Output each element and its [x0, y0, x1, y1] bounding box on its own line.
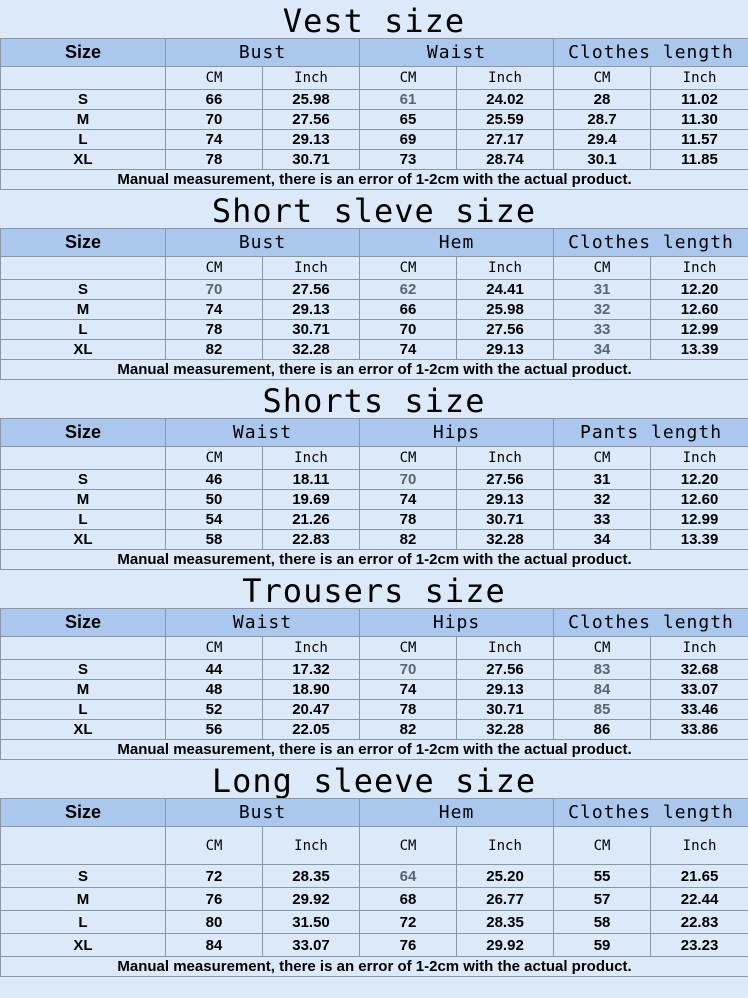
unit-row	[1, 257, 748, 280]
measurement-value: 78	[166, 320, 263, 340]
measurement-value: 74	[360, 490, 457, 510]
unit-label: CM	[166, 637, 263, 660]
measurement-value: 78	[360, 700, 457, 720]
measurement-value: 33.86	[651, 720, 748, 740]
measurement-value: 17.32	[263, 660, 360, 680]
long-sleeve-size-table	[0, 798, 748, 977]
trousers-size-section	[0, 570, 748, 760]
unit-row-spacer	[1, 637, 166, 660]
size-label: M	[1, 680, 166, 700]
measurement-value: 30.71	[457, 700, 554, 720]
table-row	[1, 320, 748, 340]
measurement-value: 32.68	[651, 660, 748, 680]
measurement-note: Manual measurement, there is an error of 1-2cm with the actual product.	[1, 170, 748, 190]
unit-label: CM	[166, 67, 263, 90]
table-row	[1, 934, 748, 957]
measurement-value: 83	[554, 660, 651, 680]
measurement-value: 74	[166, 130, 263, 150]
unit-label: CM	[554, 447, 651, 470]
measurement-value: 27.56	[457, 470, 554, 490]
section-title: Short sleve size	[0, 190, 748, 228]
size-column-header: Size	[1, 799, 166, 827]
measurement-value: 56	[166, 720, 263, 740]
measurement-value: 25.98	[457, 300, 554, 320]
measurement-value: 29.13	[263, 300, 360, 320]
measurement-value: 11.57	[651, 130, 748, 150]
unit-row-spacer	[1, 257, 166, 280]
table-row	[1, 150, 748, 170]
measurement-value: 25.59	[457, 110, 554, 130]
measurement-value: 70	[360, 470, 457, 490]
measurement-value: 28	[554, 90, 651, 110]
measurement-value: 32.28	[457, 530, 554, 550]
unit-label: Inch	[651, 637, 748, 660]
unit-label: Inch	[263, 67, 360, 90]
measurement-value: 22.83	[651, 911, 748, 934]
unit-row-spacer	[1, 447, 166, 470]
size-label: L	[1, 510, 166, 530]
measurement-value: 82	[360, 720, 457, 740]
measurement-value: 84	[166, 934, 263, 957]
measurement-note: Manual measurement, there is an error of 1-2cm with the actual product.	[1, 740, 748, 760]
measurement-value: 22.44	[651, 888, 748, 911]
table-row	[1, 280, 748, 300]
measurement-value: 30.71	[457, 510, 554, 530]
size-label: M	[1, 300, 166, 320]
measurement-value: 28.7	[554, 110, 651, 130]
measurement-value: 23.23	[651, 934, 748, 957]
unit-label: Inch	[651, 67, 748, 90]
table-row	[1, 470, 748, 490]
measurement-value: 25.98	[263, 90, 360, 110]
measurement-group-header: Clothes length	[554, 39, 748, 67]
measurement-note: Manual measurement, there is an error of 1-2cm with the actual product.	[1, 360, 748, 380]
measurement-value: 24.41	[457, 280, 554, 300]
measurement-value: 28.35	[457, 911, 554, 934]
measurement-group-header: Waist	[166, 609, 360, 637]
measurement-group-header: Waist	[166, 419, 360, 447]
measurement-group-header: Clothes length	[554, 609, 748, 637]
measurement-value: 24.02	[457, 90, 554, 110]
measurement-value: 12.99	[651, 320, 748, 340]
unit-label: CM	[360, 447, 457, 470]
unit-label: CM	[554, 827, 651, 865]
measurement-value: 12.60	[651, 300, 748, 320]
unit-label: CM	[166, 447, 263, 470]
measurement-value: 61	[360, 90, 457, 110]
measurement-value: 25.20	[457, 865, 554, 888]
measurement-group-header: Clothes length	[554, 229, 748, 257]
table-row	[1, 720, 748, 740]
table-row	[1, 90, 748, 110]
size-label: XL	[1, 934, 166, 957]
measurement-value: 73	[360, 150, 457, 170]
measurement-value: 33	[554, 510, 651, 530]
measurement-value: 52	[166, 700, 263, 720]
vest-size-table	[0, 38, 748, 190]
size-label: L	[1, 130, 166, 150]
measurement-value: 48	[166, 680, 263, 700]
measurement-value: 76	[166, 888, 263, 911]
table-row	[1, 530, 748, 550]
trousers-size-table	[0, 608, 748, 760]
short-sleve-size-section	[0, 190, 748, 380]
table-row	[1, 510, 748, 530]
size-label: L	[1, 911, 166, 934]
measurement-value: 12.20	[651, 470, 748, 490]
measurement-value: 27.56	[457, 660, 554, 680]
measurement-value: 78	[360, 510, 457, 530]
table-row	[1, 490, 748, 510]
measurement-value: 33	[554, 320, 651, 340]
size-label: S	[1, 470, 166, 490]
measurement-value: 76	[360, 934, 457, 957]
measurement-value: 84	[554, 680, 651, 700]
measurement-group-header: Bust	[166, 799, 360, 827]
measurement-value: 34	[554, 340, 651, 360]
measurement-group-header: Pants length	[554, 419, 748, 447]
measurement-value: 12.20	[651, 280, 748, 300]
measurement-group-header: Clothes length	[554, 799, 748, 827]
measurement-value: 26.77	[457, 888, 554, 911]
size-label: L	[1, 700, 166, 720]
measurement-value: 21.65	[651, 865, 748, 888]
table-row	[1, 340, 748, 360]
table-row	[1, 700, 748, 720]
unit-label: Inch	[651, 827, 748, 865]
measurement-value: 29.13	[263, 130, 360, 150]
unit-label: Inch	[457, 67, 554, 90]
size-column-header: Size	[1, 229, 166, 257]
unit-row-spacer	[1, 827, 166, 865]
unit-label: Inch	[263, 637, 360, 660]
measurement-value: 27.56	[263, 280, 360, 300]
measurement-value: 18.90	[263, 680, 360, 700]
table-row	[1, 911, 748, 934]
measurement-note: Manual measurement, there is an error of 1-2cm with the actual product.	[1, 550, 748, 570]
measurement-group-header: Bust	[166, 229, 360, 257]
measurement-value: 12.99	[651, 510, 748, 530]
measurement-value: 29.92	[457, 934, 554, 957]
unit-row	[1, 67, 748, 90]
size-label: S	[1, 90, 166, 110]
measurement-value: 18.11	[263, 470, 360, 490]
table-row	[1, 888, 748, 911]
unit-label: CM	[360, 637, 457, 660]
measurement-value: 32	[554, 300, 651, 320]
unit-label: Inch	[651, 257, 748, 280]
size-label: S	[1, 660, 166, 680]
header-row	[1, 609, 748, 637]
table-row	[1, 680, 748, 700]
measurement-value: 11.02	[651, 90, 748, 110]
size-label: M	[1, 490, 166, 510]
size-label: XL	[1, 530, 166, 550]
measurement-value: 64	[360, 865, 457, 888]
measurement-value: 82	[166, 340, 263, 360]
unit-label: CM	[166, 827, 263, 865]
measurement-value: 46	[166, 470, 263, 490]
note-row	[1, 360, 748, 380]
unit-row-spacer	[1, 67, 166, 90]
measurement-value: 29.4	[554, 130, 651, 150]
unit-label: Inch	[457, 637, 554, 660]
measurement-value: 21.26	[263, 510, 360, 530]
table-row	[1, 865, 748, 888]
measurement-value: 28.74	[457, 150, 554, 170]
measurement-value: 66	[166, 90, 263, 110]
measurement-value: 12.60	[651, 490, 748, 510]
shorts-size-section	[0, 380, 748, 570]
measurement-group-header: Bust	[166, 39, 360, 67]
measurement-value: 55	[554, 865, 651, 888]
unit-label: Inch	[457, 447, 554, 470]
measurement-value: 59	[554, 934, 651, 957]
section-title: Vest size	[0, 0, 748, 38]
table-row	[1, 130, 748, 150]
unit-row	[1, 447, 748, 470]
unit-label: Inch	[263, 827, 360, 865]
measurement-value: 74	[360, 680, 457, 700]
measurement-value: 30.71	[263, 320, 360, 340]
size-column-header: Size	[1, 419, 166, 447]
measurement-value: 70	[360, 660, 457, 680]
measurement-value: 31	[554, 470, 651, 490]
unit-label: CM	[360, 67, 457, 90]
measurement-value: 31.50	[263, 911, 360, 934]
unit-label: Inch	[263, 257, 360, 280]
measurement-value: 31	[554, 280, 651, 300]
measurement-value: 27.17	[457, 130, 554, 150]
measurement-value: 29.13	[457, 490, 554, 510]
unit-label: CM	[554, 257, 651, 280]
measurement-value: 62	[360, 280, 457, 300]
size-column-header: Size	[1, 39, 166, 67]
measurement-group-header: Waist	[360, 39, 554, 67]
size-label: L	[1, 320, 166, 340]
measurement-value: 72	[360, 911, 457, 934]
size-label: S	[1, 865, 166, 888]
measurement-value: 70	[166, 110, 263, 130]
unit-label: CM	[360, 257, 457, 280]
measurement-value: 58	[166, 530, 263, 550]
measurement-value: 72	[166, 865, 263, 888]
shorts-size-table	[0, 418, 748, 570]
measurement-value: 34	[554, 530, 651, 550]
size-label: XL	[1, 340, 166, 360]
unit-label: CM	[554, 637, 651, 660]
measurement-group-header: Hem	[360, 799, 554, 827]
size-label: M	[1, 110, 166, 130]
size-label: S	[1, 280, 166, 300]
unit-label: CM	[360, 827, 457, 865]
unit-label: Inch	[457, 827, 554, 865]
unit-label: Inch	[263, 447, 360, 470]
note-row	[1, 170, 748, 190]
unit-label: CM	[554, 67, 651, 90]
measurement-value: 78	[166, 150, 263, 170]
measurement-value: 22.05	[263, 720, 360, 740]
measurement-value: 30.1	[554, 150, 651, 170]
measurement-group-header: Hips	[360, 609, 554, 637]
measurement-value: 54	[166, 510, 263, 530]
long-sleeve-size-section	[0, 760, 748, 977]
measurement-value: 32.28	[263, 340, 360, 360]
measurement-value: 19.69	[263, 490, 360, 510]
size-column-header: Size	[1, 609, 166, 637]
unit-label: CM	[166, 257, 263, 280]
measurement-value: 32	[554, 490, 651, 510]
section-title: Trousers size	[0, 570, 748, 608]
size-label: M	[1, 888, 166, 911]
measurement-value: 30.71	[263, 150, 360, 170]
measurement-value: 22.83	[263, 530, 360, 550]
size-label: XL	[1, 150, 166, 170]
measurement-value: 27.56	[457, 320, 554, 340]
size-label: XL	[1, 720, 166, 740]
measurement-value: 74	[166, 300, 263, 320]
header-row	[1, 419, 748, 447]
measurement-value: 33.07	[651, 680, 748, 700]
section-title: Long sleeve size	[0, 760, 748, 798]
measurement-value: 85	[554, 700, 651, 720]
measurement-value: 20.47	[263, 700, 360, 720]
measurement-value: 11.30	[651, 110, 748, 130]
note-row	[1, 740, 748, 760]
measurement-value: 32.28	[457, 720, 554, 740]
unit-row	[1, 827, 748, 865]
measurement-value: 70	[360, 320, 457, 340]
unit-row	[1, 637, 748, 660]
measurement-value: 29.13	[457, 340, 554, 360]
measurement-value: 57	[554, 888, 651, 911]
note-row	[1, 957, 748, 977]
table-row	[1, 110, 748, 130]
measurement-value: 13.39	[651, 340, 748, 360]
measurement-value: 29.92	[263, 888, 360, 911]
measurement-value: 58	[554, 911, 651, 934]
measurement-value: 33.46	[651, 700, 748, 720]
measurement-group-header: Hem	[360, 229, 554, 257]
measurement-group-header: Hips	[360, 419, 554, 447]
measurement-value: 69	[360, 130, 457, 150]
measurement-note: Manual measurement, there is an error of 1-2cm with the actual product.	[1, 957, 748, 977]
header-row	[1, 799, 748, 827]
measurement-value: 66	[360, 300, 457, 320]
measurement-value: 13.39	[651, 530, 748, 550]
header-row	[1, 229, 748, 257]
measurement-value: 68	[360, 888, 457, 911]
measurement-value: 27.56	[263, 110, 360, 130]
measurement-value: 82	[360, 530, 457, 550]
measurement-value: 29.13	[457, 680, 554, 700]
measurement-value: 33.07	[263, 934, 360, 957]
measurement-value: 50	[166, 490, 263, 510]
measurement-value: 44	[166, 660, 263, 680]
measurement-value: 74	[360, 340, 457, 360]
measurement-value: 80	[166, 911, 263, 934]
vest-size-section	[0, 0, 748, 190]
section-title: Shorts size	[0, 380, 748, 418]
note-row	[1, 550, 748, 570]
measurement-value: 28.35	[263, 865, 360, 888]
measurement-value: 86	[554, 720, 651, 740]
measurement-value: 70	[166, 280, 263, 300]
header-row	[1, 39, 748, 67]
unit-label: Inch	[457, 257, 554, 280]
unit-label: Inch	[651, 447, 748, 470]
measurement-value: 11.85	[651, 150, 748, 170]
table-row	[1, 300, 748, 320]
table-row	[1, 660, 748, 680]
short-sleve-size-table	[0, 228, 748, 380]
measurement-value: 65	[360, 110, 457, 130]
